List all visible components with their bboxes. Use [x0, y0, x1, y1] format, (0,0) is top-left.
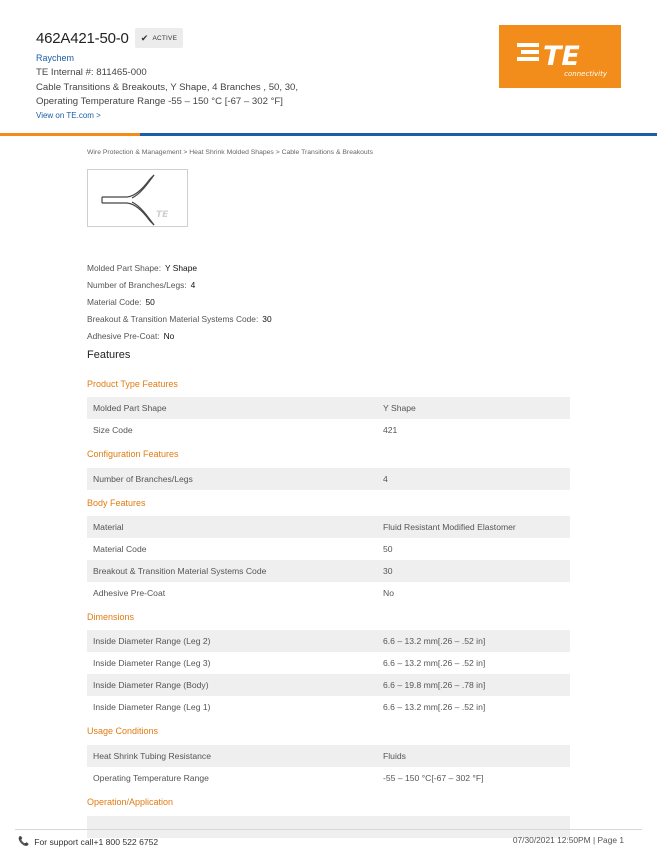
features-heading: Features: [87, 349, 131, 361]
property-label: Adhesive Pre-Coat:: [87, 331, 160, 342]
spec-name: Adhesive Pre-Coat: [93, 588, 166, 599]
property-label: Material Code:: [87, 296, 142, 307]
spec-row: [87, 674, 570, 696]
spec-value: Y Shape: [383, 403, 416, 413]
spec-row: [87, 630, 570, 652]
spec-name: Breakout & Transition Material Systems Code: [93, 566, 267, 577]
property-value: No: [163, 331, 175, 342]
page-info: 07/30/2021 12:50PM | Page 1: [512, 835, 624, 845]
product-description: [36, 66, 298, 110]
property-label: Number of Branches/Legs:: [87, 279, 187, 290]
spec-value: 6.6 – 19.8 mm[.26 – .78 in]: [383, 680, 486, 691]
section-title: Operation/Application: [87, 797, 174, 807]
product-thumbnail: [87, 169, 188, 227]
section-title: Configuration Features: [87, 449, 179, 459]
footer-divider: [15, 829, 642, 830]
property-value: 4: [190, 279, 196, 290]
breadcrumb: Wire Protection & Management > Heat Shrink Molded Shapes > Cable Transitions & Breakouts: [87, 149, 373, 156]
thumbnail-watermark: TE: [156, 210, 169, 220]
spec-name: Material Code: [93, 544, 147, 555]
spec-row: [87, 538, 570, 560]
spec-row: [87, 560, 570, 582]
spec-value: 50: [383, 544, 393, 555]
part-title-row: [36, 28, 183, 48]
view-on-te-link[interactable]: View on TE.com >: [36, 111, 101, 120]
spec-name: Inside Diameter Range (Leg 3): [93, 658, 211, 669]
section-title: Usage Conditions: [87, 726, 159, 736]
status-label: ACTIVE: [152, 34, 178, 42]
te-connectivity-logo: [499, 25, 621, 88]
spec-row: [87, 516, 570, 538]
property-row: [87, 276, 272, 293]
property-label: Breakout & Transition Material Systems Code:: [87, 314, 259, 325]
spec-name: Inside Diameter Range (Leg 1): [93, 702, 211, 713]
logo-mark: TE: [543, 41, 580, 72]
spec-value: 6.6 – 13.2 mm[.26 – .52 in]: [383, 702, 486, 713]
spec-row: [87, 652, 570, 674]
logo-tagline: connectivity: [564, 70, 607, 78]
description-line-2: Operating Temperature Range -55 – 150 °C [-67 – 302 °F]: [36, 96, 283, 108]
key-properties: [87, 259, 272, 345]
spec-row: [87, 696, 570, 718]
property-label: Molded Part Shape:: [87, 262, 162, 273]
section-title: Product Type Features: [87, 379, 178, 389]
support-text: For support call+1 800 522 6752: [34, 836, 159, 847]
property-value: Y Shape: [165, 262, 198, 273]
spec-value: -55 – 150 °C[-67 – 302 °F]: [383, 773, 484, 784]
spec-row: [87, 745, 570, 767]
spec-name: Heat Shrink Tubing Resistance: [93, 751, 211, 761]
support-contact: [18, 836, 158, 847]
spec-name: Inside Diameter Range (Body): [93, 680, 209, 691]
header-rule: [140, 133, 657, 136]
spec-value: 6.6 – 13.2 mm[.26 – .52 in]: [383, 658, 486, 669]
spec-name: Molded Part Shape: [93, 403, 167, 413]
spec-name: Operating Temperature Range: [93, 773, 209, 784]
property-row: [87, 293, 272, 310]
property-row: [87, 328, 272, 345]
header-rule-accent: [0, 133, 140, 136]
spec-row: [87, 767, 570, 789]
spec-value: 4: [383, 474, 388, 484]
spec-value: No: [383, 588, 394, 599]
spec-name: Inside Diameter Range (Leg 2): [93, 636, 211, 646]
spec-row: [87, 582, 570, 604]
brand-name: Raychem: [36, 53, 75, 63]
internal-number: TE Internal #: 811465-000: [36, 67, 147, 78]
section-title: Body Features: [87, 498, 146, 508]
spec-value: Fluids: [383, 751, 406, 761]
spec-value: Fluid Resistant Modified Elastomer: [383, 522, 516, 532]
description-line-1: Cable Transitions & Breakouts, Y Shape, 4 Branches , 50, 30,: [36, 81, 299, 93]
property-value: 50: [145, 296, 155, 307]
property-value: 30: [262, 314, 272, 325]
spec-row: [87, 397, 570, 419]
property-row: [87, 259, 272, 276]
check-icon: ✔: [140, 32, 149, 43]
phone-icon: 📞: [18, 836, 30, 846]
spec-name: Number of Branches/Legs: [93, 474, 193, 484]
spec-row: [87, 816, 570, 838]
part-number: 462A421-50-0: [36, 29, 129, 47]
spec-value: 421: [383, 425, 398, 436]
spec-name: Material: [93, 522, 124, 532]
spec-name: Size Code: [93, 425, 133, 436]
section-title: Dimensions: [87, 612, 135, 622]
spec-row: [87, 468, 570, 490]
spec-value: 30: [383, 566, 393, 577]
page-header: [0, 0, 657, 134]
property-row: [87, 311, 272, 328]
status-badge: [135, 28, 183, 48]
spec-value: 6.6 – 13.2 mm[.26 – .52 in]: [383, 636, 486, 646]
spec-row: [87, 419, 570, 441]
